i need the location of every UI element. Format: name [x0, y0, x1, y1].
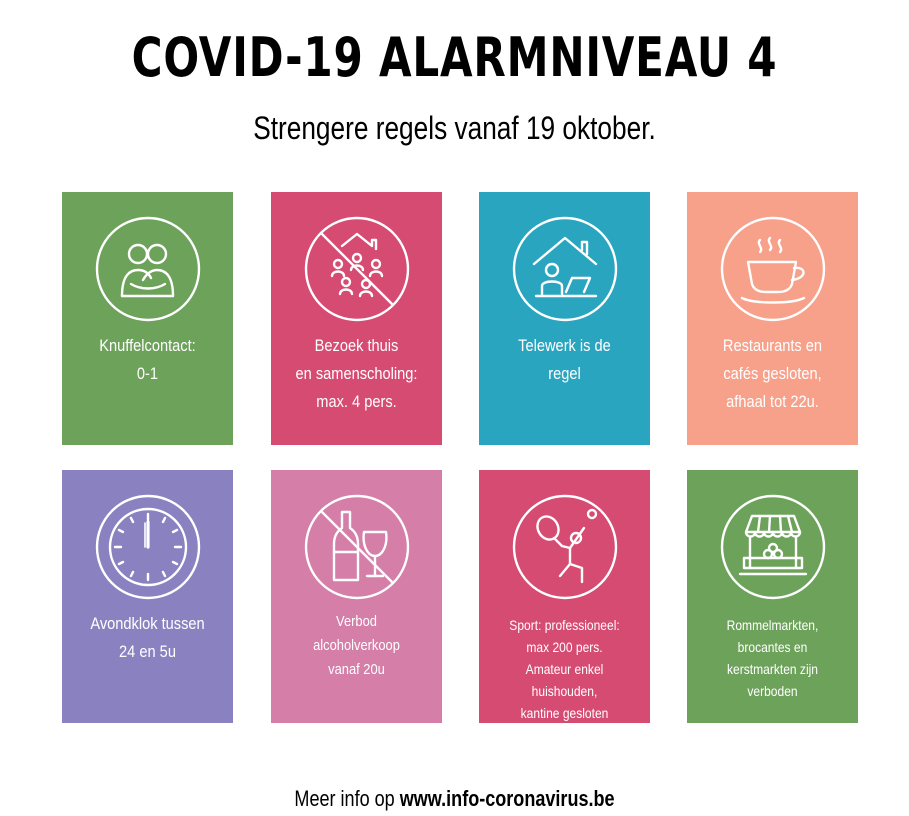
tile-restaurants [687, 192, 858, 445]
tile-label: Avondklok tussen 24 en 5u [90, 614, 205, 661]
page-subtitle: Strengere regels vanaf 19 oktober. [253, 110, 656, 146]
tile-label: Rommelmarkten, brocantes en kerstmarkten zijn verboden [726, 617, 819, 699]
tile-label: Bezoek thuis en samenscholing: max. 4 pers. [295, 336, 418, 411]
tile-visits-gathering [271, 192, 442, 445]
tile-sport [479, 470, 650, 723]
tile-markets [687, 470, 858, 723]
home-office-icon [510, 214, 620, 324]
footer-info [82, 786, 827, 812]
page-title: COVID-19 ALARMNIVEAU 4 [131, 26, 778, 89]
no-gathering-icon [302, 214, 412, 324]
no-alcohol-icon [302, 492, 412, 602]
hug-icon [93, 214, 203, 324]
market-stall-icon [718, 492, 828, 602]
tile-telework [479, 192, 650, 445]
tile-hug-contact [62, 192, 233, 445]
tile-label: Restaurants en cafés gesloten, afhaal tot 22u. [722, 336, 823, 411]
coffee-cup-icon [718, 214, 828, 324]
footer-prefix: Meer info op [294, 786, 400, 811]
footer-link[interactable]: www.info-coronavirus.be [399, 786, 615, 811]
tile-curfew [62, 470, 233, 723]
tile-label: Knuffelcontact: 0-1 [99, 336, 196, 383]
tennis-player-icon [510, 492, 620, 602]
tile-label: Telewerk is de regel [518, 336, 611, 383]
clock-icon [93, 492, 203, 602]
tile-alcohol-ban [271, 470, 442, 723]
tile-label: Verbod alcoholverkoop vanaf 20u [313, 613, 400, 678]
tile-label: Sport: professioneel: max 200 pers. Amateur enkel huishouden, kantine gesloten [509, 617, 620, 721]
